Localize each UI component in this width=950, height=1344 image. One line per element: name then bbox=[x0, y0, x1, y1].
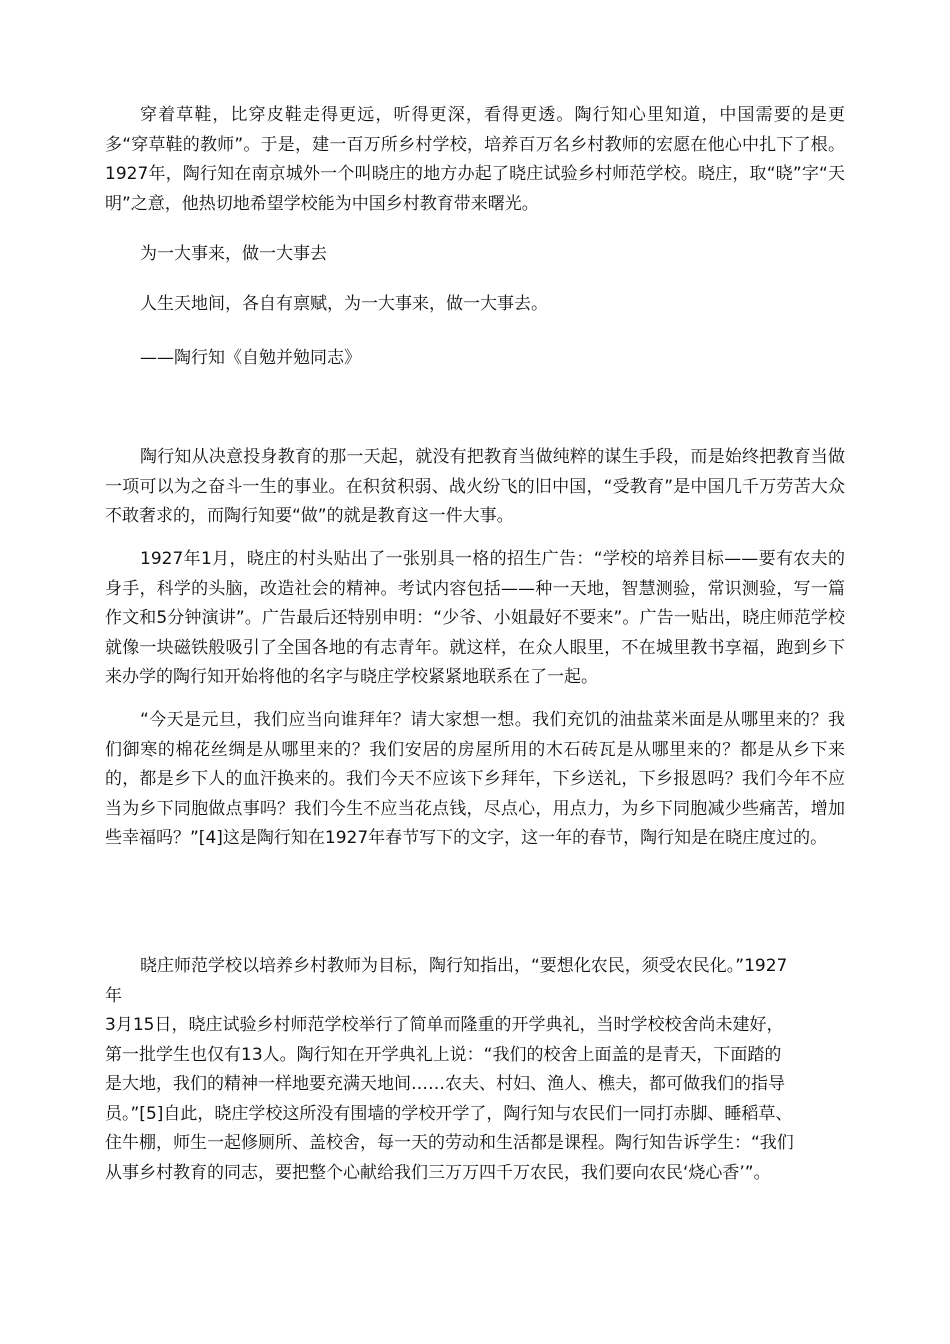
section-heading: 为一大事来，做一大事去 bbox=[140, 244, 327, 264]
paragraph-new-year-text: “今天是元旦，我们应当向谁拜年？请大家想一想。我们充饥的油盐菜米面是从哪里来的？我们御寒的棉花丝绸是从哪里来的？我们安居的房屋所用的木石砖瓦是从哪里来的？都是从乡下来的，都是乡下人的血汗换来的。我们今天不应该下乡拜年，下乡送礼，下乡报恩吗？我们今年不应当为乡下同胞做点事吗？我们今生不应当花点钱，尽点心，用点力，为乡下同胞减少些痛苦，增加些幸福吗？”[4]这是陶行知在1927年春节写下的文字，这一年的春节，陶行知是在晓庄度过的。 bbox=[105, 710, 845, 848]
paragraph-line: 住牛棚，师生一起修厕所、盖校舍，每一天的劳动和生活都是课程。陶行知告诉学生：“我们 bbox=[105, 1133, 794, 1153]
quote-source: ——陶行知《自勉并勉同志》 bbox=[140, 348, 361, 368]
paragraph-enrollment-ad: 1927年1月，晓庄的村头贴出了一张别具一格的招生广告：“学校的培养目标——要有农夫的身手，科学的头脑，改造社会的精神。考试内容包括——种一天地，智慧测验，常识测验，写一篇作文和5分钟演讲”。广告最后还特别申明：“少爷、小姐最好不要来”。广告一贴出，晓庄师范学校就像一块磁铁般吸引了全国各地的有志青年。就这样，在众人眼里，不在城里教书享福，跑到乡下来办学的陶行知开始将他的名字与晓庄学校紧紧地联系在了一起。 bbox=[105, 549, 845, 687]
paragraph-line: 是大地，我们的精神一样地要充满天地间……农夫、村妇、渔人、樵夫，都可做我们的指导 bbox=[105, 1074, 785, 1094]
quote-text: 人生天地间，各自有禀赋，为一大事来，做一大事去。 bbox=[140, 294, 548, 314]
paragraph-line: 从事乡村教育的同志，要把整个心献给我们三万万四千万农民，我们要向农民‘烧心香’”。 bbox=[105, 1162, 771, 1183]
paragraph-straw-sandals: 穿着草鞋，比穿皮鞋走得更远，听得更深，看得更透。陶行知心里知道，中国需要的是更多“穿草鞋的教师”。于是，建一百万所乡村学校，培养百万名乡村教师的宏愿在他心中扎下了根。1927年，陶行知在南京城外一个叫晓庄的地方办起了晓庄试验乡村师范学校。晓庄，取“晓”字“天明”之意，他热切地希望学校能为中国乡村教育带来曙光。 bbox=[105, 105, 845, 214]
paragraph-line: 年 bbox=[105, 985, 122, 1006]
paragraph-line: 3月15日，晓庄试验乡村师范学校举行了简单而隆重的开学典礼，当时学校校舍尚未建好， bbox=[105, 1015, 784, 1035]
paragraph-opening-ceremony bbox=[105, 952, 865, 1188]
paragraph-education-career: 陶行知从决意投身教育的那一天起，就没有把教育当做纯粹的谋生手段，而是始终把教育当做一项可以为之奋斗一生的事业。在积贫积弱、战火纷飞的旧中国，“受教育”是中国几千万劳苦大众不敢奢求的，而陶行知要“做”的就是教育这一件大事。 bbox=[105, 447, 845, 526]
paragraph-line: 晓庄师范学校以培养乡村教师为目标，陶行知指出，“要想化农民，须受农民化。”1927 bbox=[140, 956, 788, 976]
paragraph-line: 员。”[5]自此，晓庄学校这所没有围墙的学校开学了，陶行知与农民们一同打赤脚、睡稻草、 bbox=[105, 1103, 793, 1124]
paragraph-line: 第一批学生也仅有13人。陶行知在开学典礼上说：“我们的校舍上面盖的是青天，下面踏的 bbox=[105, 1044, 782, 1065]
